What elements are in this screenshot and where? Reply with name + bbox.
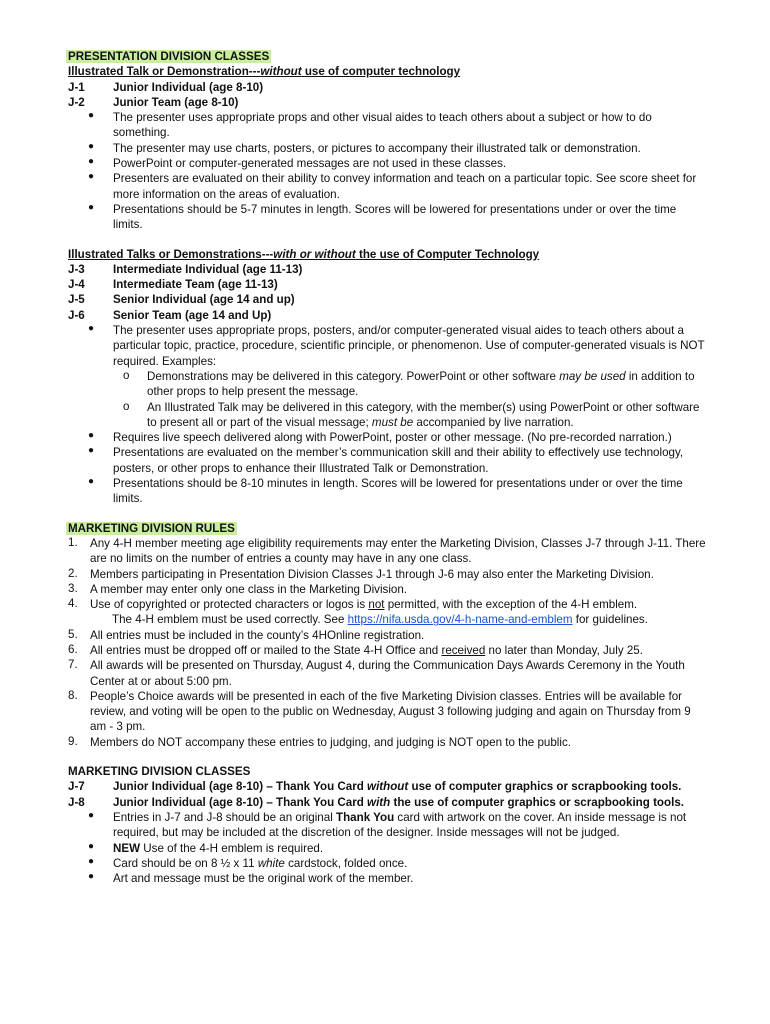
class-row: J-8 Junior Individual (age 8-10) – Thank You Card with the use of computer graphics or scrapbooking tools.	[68, 795, 684, 809]
rule-item: 5. All entries must be included in the county’s 4HOnline registration.	[68, 627, 425, 642]
rule-item: 9. Members do NOT accompany these entries to judging, and judging is NOT open to the public.	[68, 734, 571, 749]
class-row: J-4 Intermediate Team (age 11-13)	[68, 278, 278, 292]
list-item: ● Presenters are evaluated on their ability to convey information and teach on a particular topic. See score sheet for more information on the areas of evaluation.	[88, 171, 697, 201]
list-item: ● Card should be on 8 ½ x 11 white cardstock, folded once.	[88, 855, 408, 870]
list-item: ● The presenter uses appropriate props and other visual aides to teach others about a subject or how to do something.	[88, 110, 652, 140]
presentation-subheading-1: Illustrated Talk or Demonstration---without use of computer technology	[68, 65, 461, 79]
rule-item: 6. All entries must be dropped off or mailed to the State 4-H Office and received no later than Monday, July 25.	[68, 642, 643, 657]
list-item: ● Entries in J-7 and J-8 should be an original Thank You card with artwork on the cover. An inside message is not required, but may be included at the discretion of the designer. Inside messages will not be judged.	[88, 809, 687, 840]
rule-item: 1. Any 4-H member meeting age eligibility requirements may enter the Marketing Division, Classes J-7 through J-11. There are no limits on the number of entries a county may have in any one class.	[68, 535, 706, 566]
rule-item: 3. A member may enter only one class in the Marketing Division.	[68, 581, 408, 596]
rule-item: 7. All awards will be presented on Thursday, August 4, during the Communication Days Awards Ceremony in the Youth Center at or about 5:00 pm.	[68, 658, 685, 688]
class-row: J-5 Senior Individual (age 14 and up)	[68, 293, 295, 307]
list-item: ● Presentations should be 5-7 minutes in length. Scores will be lowered for presentations under or over the time limits.	[88, 201, 677, 232]
class-row: J-3 Intermediate Individual (age 11-13)	[68, 262, 303, 276]
marketing-classes-heading: MARKETING DIVISION CLASSES	[68, 765, 251, 779]
presentation-heading: PRESENTATION DIVISION CLASSES	[68, 50, 270, 63]
rule-item: 4. Use of copyrighted or protected characters or logos is not permitted, with the exception of the 4-H emblem. The 4-H emblem must be used correctly. See https://nifa.usda.gov/4-h-name-and-emblem for guidelines.	[68, 597, 648, 627]
list-item: ● NEW Use of the 4-H emblem is required.	[88, 840, 324, 855]
list-item: ● Presentations are evaluated on the member’s communication skill and their ability to effectively use technology, posters, or other props to enhance their Illustrated Talk or Demonstration.	[88, 445, 684, 475]
emblem-guidelines-link[interactable]: https://nifa.usda.gov/4-h-name-and-emblem	[347, 613, 573, 627]
list-item: ● Requires live speech delivered along with PowerPoint, poster or other message. (No pre-recorded narration.)	[88, 430, 672, 445]
list-item: ● PowerPoint or computer-generated messages are not used in these classes.	[88, 156, 507, 171]
sub-list-item: o An Illustrated Talk may be delivered in this category, with the member(s) using PowerPoint or other software to present all or part of the visual message; must be accompanied by live narration.	[123, 399, 700, 429]
class-row: J-1 Junior Individual (age 8-10)	[68, 80, 264, 94]
sub-list-item: o Demonstrations may be delivered in this category. PowerPoint or other software may be used in addition to other props to help present the message.	[123, 368, 695, 399]
list-item: ● Presentations should be 8-10 minutes in length. Scores will be lowered for presentations under or over the time limits.	[88, 476, 683, 506]
presentation-subheading-2: Illustrated Talks or Demonstrations---with or without the use of Computer Technology	[68, 247, 540, 261]
class-row: J-2 Junior Team (age 8-10)	[68, 95, 239, 109]
document-page	[68, 49, 708, 886]
list-item: ● The presenter may use charts, posters, or pictures to accompany their illustrated talk or demonstration.	[88, 140, 641, 155]
rule-item: 8. People’s Choice awards will be presented in each of the five Marketing Division classes. Entries will be available for review, and voting will be open to the public on Wednesday, August 3 following judging and again on Thursday from 9 am - 3 pm.	[68, 688, 691, 734]
class-row: J-7 Junior Individual (age 8-10) – Thank You Card without use of computer graphics or scrapbooking tools.	[68, 780, 682, 794]
marketing-rules-heading: MARKETING DIVISION RULES	[68, 521, 235, 535]
class-row: J-6 Senior Team (age 14 and Up)	[68, 308, 272, 322]
list-item: ● Art and message must be the original work of the member.	[88, 871, 414, 886]
list-item: ● The presenter uses appropriate props, posters, and/or computer-generated visual aides to teach others about a particular topic, practice, procedure, scientific principle, or phenomenon. Use of computer-generated visuals is NOT required. Examples:	[88, 323, 705, 368]
rule-item: 2. Members participating in Presentation Division Classes J-1 through J-6 may also enter the Marketing Division.	[68, 566, 654, 581]
